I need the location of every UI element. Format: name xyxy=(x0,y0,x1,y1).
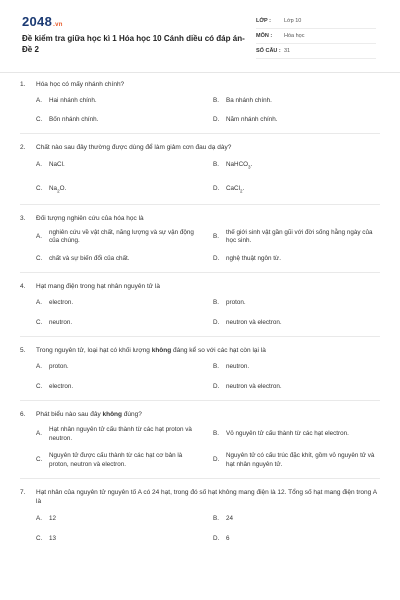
question-number: 4. xyxy=(20,283,26,290)
meta-info xyxy=(256,14,376,59)
question-list xyxy=(0,80,400,543)
question-2 xyxy=(0,143,400,196)
option-c[interactable]: C. electron. xyxy=(36,382,74,390)
question-5 xyxy=(0,346,400,391)
question-text: Hạt mang điện trong hạt nhân nguyên tử là xyxy=(36,283,160,290)
option-a[interactable]: A. 12 xyxy=(36,515,57,522)
option-b[interactable]: B. Ba nhánh chính. xyxy=(213,97,272,104)
option-b[interactable]: B. 24 xyxy=(213,515,234,522)
meta-label: MÔN : xyxy=(256,33,273,39)
option-b[interactable]: B. proton. xyxy=(213,299,246,306)
question-number: 5. xyxy=(20,347,26,354)
question-number: 1. xyxy=(20,81,26,88)
option-b[interactable]: B. thế giới sinh vật gần gũi với đời sống hằng ngày của học sinh. xyxy=(213,228,373,244)
meta-value: 31 xyxy=(284,48,291,54)
question-3 xyxy=(0,214,400,264)
question-number: 7. xyxy=(20,489,26,496)
option-a[interactable]: A. proton. xyxy=(36,363,69,370)
option-a[interactable]: A. electron. xyxy=(36,299,74,306)
option-a[interactable]: A. Hai nhánh chính. xyxy=(36,97,97,104)
question-number: 2. xyxy=(20,144,26,151)
divider xyxy=(20,336,380,337)
divider xyxy=(20,272,380,273)
option-b[interactable]: B. neutron. xyxy=(213,363,250,370)
question-text: Đối tượng nghiên cứu của hóa học là xyxy=(36,214,144,222)
option-c[interactable]: C. $Na_2O$. xyxy=(36,184,67,193)
meta-row-count xyxy=(256,44,376,59)
question-text: Hạt nhân của nguyên tử nguyên tố A có 24 hạt, trong đó số hạt không mang điện là 12. Tổng số hạt mang điện trong A là xyxy=(36,489,377,505)
question-7 xyxy=(0,488,400,543)
meta-value: Lớp 10 xyxy=(284,18,302,24)
option-d[interactable]: D. 6 xyxy=(213,534,230,542)
option-d[interactable]: D. neutron và electron. xyxy=(213,382,282,390)
question-number: 3. xyxy=(20,214,26,222)
site-logo[interactable]: 2048.vn xyxy=(22,14,63,29)
meta-value: Hóa học xyxy=(284,33,305,39)
meta-row-class xyxy=(256,14,376,29)
option-a[interactable]: A. Hạt nhân nguyên tử cấu thành từ các hạt proton và neutron. xyxy=(36,426,192,442)
question-text: Hóa học có mấy nhánh chính? xyxy=(36,81,125,88)
question-1 xyxy=(0,80,400,124)
option-b[interactable]: B. Vỏ nguyên tử cấu thành từ các hạt electron. xyxy=(213,430,349,438)
option-d[interactable]: D. CaCl$_2$. xyxy=(213,184,245,193)
header xyxy=(0,0,400,73)
option-c[interactable]: C. neutron. xyxy=(36,318,73,326)
option-c[interactable]: C. Bốn nhánh chính. xyxy=(36,115,99,123)
question-6 xyxy=(0,410,400,469)
page-title: Đề kiểm tra giữa học kì 1 Hóa học 10 Cánh diều có đáp án- Đề 2 xyxy=(22,34,245,54)
divider xyxy=(20,133,380,134)
option-d[interactable]: D. Năm nhánh chính. xyxy=(213,115,278,123)
question-number: 6. xyxy=(20,411,26,418)
option-a[interactable]: A. NaCl. xyxy=(36,161,65,168)
question-4 xyxy=(0,282,400,327)
question-text: Phát biểu nào sau đây không đúng? xyxy=(36,411,142,418)
divider xyxy=(20,400,380,401)
divider xyxy=(20,204,380,205)
meta-label: SỐ CÂU : xyxy=(256,48,281,54)
option-a[interactable]: A. nghiên cứu về vật chất, năng lượng và sự vận động của chúng. xyxy=(36,228,194,244)
option-d[interactable]: D. neutron và electron. xyxy=(213,318,282,326)
option-d[interactable]: D. Nguyên tử có cấu trúc đặc khít, gồm vỏ nguyên tử và hạt nhân nguyên tử. xyxy=(213,452,375,468)
meta-row-subject xyxy=(256,29,376,44)
meta-label: LỚP : xyxy=(256,18,271,24)
question-text: Trong nguyên tử, loại hạt có khối lượng không đáng kể so với các hạt còn lại là xyxy=(36,347,266,354)
option-b[interactable]: B. NaHCO$_3$. xyxy=(213,161,253,170)
option-d[interactable]: D. nghệ thuật ngôn từ. xyxy=(213,254,281,262)
option-c[interactable]: C. chất và sự biến đổi của chất. xyxy=(36,254,130,262)
option-c[interactable]: C. 13 xyxy=(36,534,57,542)
option-c[interactable]: C. Nguyên tử được cấu thành từ các hạt cơ bản là proton, neutron và electron. xyxy=(36,452,183,468)
divider xyxy=(20,478,380,479)
question-text: Chất nào sau đây thường được dùng để làm giảm cơn đau dạ dày? xyxy=(36,144,232,151)
